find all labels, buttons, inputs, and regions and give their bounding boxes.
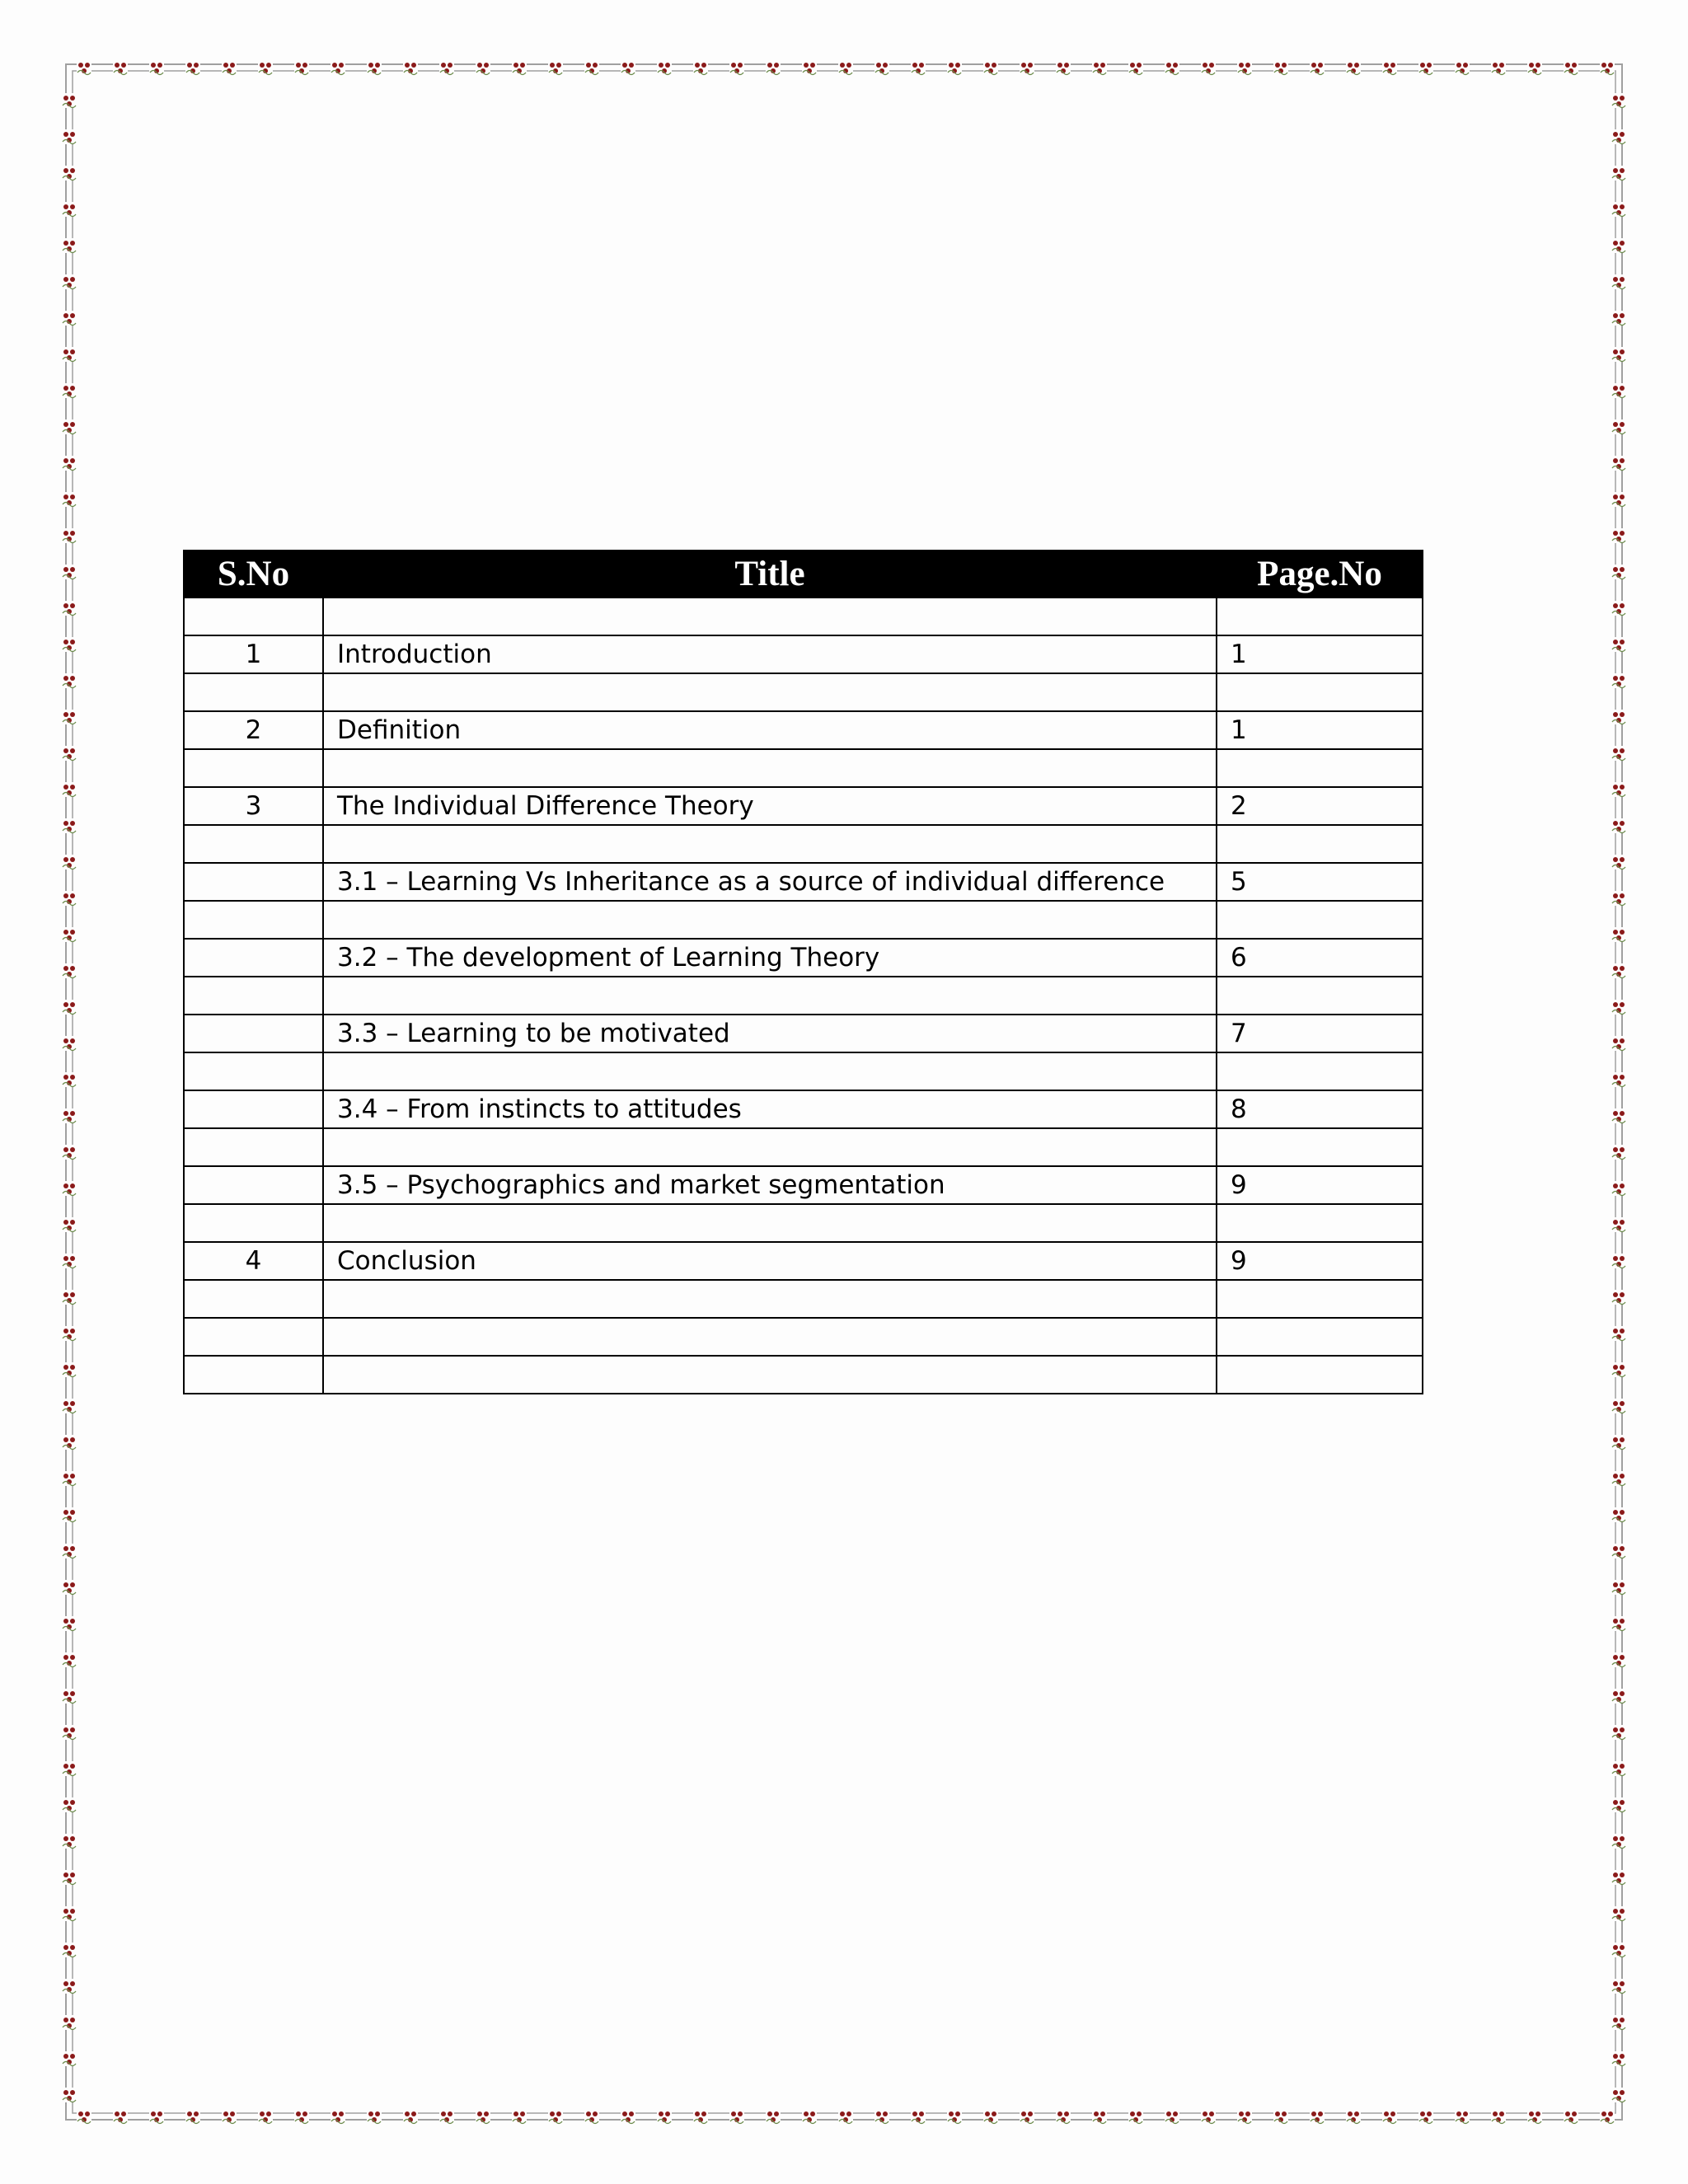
- floral-ornament-icon: [1201, 60, 1216, 75]
- floral-ornament-icon: [1611, 492, 1626, 507]
- floral-ornament-icon: [1346, 2109, 1361, 2124]
- page-no-cell: 1: [1217, 711, 1423, 749]
- sno-cell: [184, 1356, 323, 1394]
- page-no-cell: 1: [1217, 635, 1423, 673]
- table-row: [184, 711, 1423, 749]
- table-row: [184, 863, 1423, 901]
- floral-ornament-icon: [476, 2109, 490, 2124]
- floral-ornament-icon: [62, 528, 77, 543]
- floral-ornament-icon: [657, 2109, 672, 2124]
- floral-ornament-icon: [838, 2109, 853, 2124]
- floral-ornament-icon: [1611, 1761, 1626, 1776]
- table-row: [184, 901, 1423, 939]
- table-row: [184, 1090, 1423, 1128]
- floral-ornament-icon: [439, 2109, 454, 2124]
- header-title: Title: [323, 551, 1217, 598]
- title-cell: 3.2 – The development of Learning Theory: [323, 939, 1217, 977]
- floral-ornament-icon: [1611, 1544, 1626, 1558]
- floral-ornament-icon: [729, 60, 744, 75]
- floral-ornament-icon: [1382, 2109, 1397, 2124]
- floral-ornament-icon: [1527, 60, 1542, 75]
- floral-ornament-icon: [1611, 1326, 1626, 1341]
- page-no-cell: [1217, 1128, 1423, 1166]
- table-row: [184, 787, 1423, 825]
- floral-ornament-icon: [62, 855, 77, 869]
- floral-ornament-icon: [439, 60, 454, 75]
- table-row: [184, 1280, 1423, 1318]
- floral-ornament-icon: [1611, 1399, 1626, 1413]
- title-cell: The Individual Difference Theory: [323, 787, 1217, 825]
- floral-ornament-icon: [1611, 782, 1626, 797]
- title-cell: 3.1 – Learning Vs Inheritance as a source of individual difference: [323, 863, 1217, 901]
- header-page-no: Page.No: [1217, 551, 1423, 598]
- floral-ornament-icon: [62, 891, 77, 906]
- floral-ornament-icon: [1611, 1471, 1626, 1486]
- floral-ornament-icon: [62, 601, 77, 616]
- floral-ornament-icon: [1092, 2109, 1107, 2124]
- floral-ornament-icon: [911, 60, 926, 75]
- floral-ornament-icon: [62, 274, 77, 289]
- floral-ornament-icon: [1611, 419, 1626, 434]
- header-row: [184, 551, 1423, 598]
- sno-cell: [184, 977, 323, 1015]
- table-row: [184, 598, 1423, 635]
- floral-ornament-icon: [1611, 1072, 1626, 1087]
- floral-ornament-icon: [62, 129, 77, 144]
- title-cell: [323, 598, 1217, 635]
- floral-ornament-icon: [1611, 1870, 1626, 1885]
- floral-ornament-icon: [1611, 637, 1626, 652]
- floral-ornament-icon: [113, 60, 128, 75]
- floral-ornament-icon: [1564, 2109, 1578, 2124]
- floral-ornament-icon: [294, 60, 309, 75]
- header-sno: S.No: [184, 551, 323, 598]
- title-cell: [323, 1128, 1217, 1166]
- floral-ornament-icon: [1611, 1145, 1626, 1160]
- page-no-cell: [1217, 1356, 1423, 1394]
- page-no-cell: 6: [1217, 939, 1423, 977]
- floral-ornament-icon: [62, 1870, 77, 1885]
- floral-ornament-icon: [62, 2015, 77, 2030]
- floral-ornament-icon: [331, 2109, 345, 2124]
- floral-ornament-icon: [222, 2109, 237, 2124]
- floral-ornament-icon: [1611, 1435, 1626, 1450]
- floral-ornament-icon: [512, 60, 527, 75]
- table-row: [184, 635, 1423, 673]
- title-cell: [323, 673, 1217, 711]
- floral-ornament-icon: [185, 2109, 200, 2124]
- title-cell: 3.5 – Psychographics and market segmentation: [323, 1166, 1217, 1204]
- title-cell: [323, 1356, 1217, 1394]
- floral-ornament-icon: [1418, 2109, 1433, 2124]
- floral-ornament-icon: [1346, 60, 1361, 75]
- page-no-cell: 9: [1217, 1166, 1423, 1204]
- page-no-cell: [1217, 1280, 1423, 1318]
- floral-ornament-icon: [621, 2109, 635, 2124]
- floral-ornament-icon: [548, 2109, 563, 2124]
- sno-cell: [184, 1015, 323, 1052]
- floral-ornament-icon: [62, 1834, 77, 1849]
- floral-ornament-icon: [766, 60, 781, 75]
- floral-ornament-icon: [62, 1979, 77, 1994]
- title-cell: [323, 1318, 1217, 1356]
- floral-ornament-icon: [1600, 60, 1615, 75]
- page-no-cell: [1217, 1052, 1423, 1090]
- sno-cell: [184, 1128, 323, 1166]
- floral-ornament-icon: [983, 60, 998, 75]
- floral-ornament-icon: [1611, 1254, 1626, 1268]
- floral-ornament-icon: [1491, 60, 1506, 75]
- floral-ornament-icon: [331, 60, 345, 75]
- floral-ornament-icon: [1165, 60, 1179, 75]
- floral-ornament-icon: [62, 963, 77, 978]
- floral-ornament-icon: [294, 2109, 309, 2124]
- floral-ornament-icon: [367, 2109, 382, 2124]
- floral-ornament-icon: [1273, 2109, 1288, 2124]
- table-header: [184, 551, 1423, 598]
- table-of-contents: [183, 550, 1423, 1394]
- floral-ornament-icon: [62, 1471, 77, 1486]
- table-row: [184, 1166, 1423, 1204]
- floral-ornament-icon: [77, 60, 91, 75]
- page-no-cell: [1217, 901, 1423, 939]
- floral-ornament-icon: [149, 60, 164, 75]
- floral-ornament-icon: [62, 2051, 77, 2066]
- table-body: [184, 598, 1423, 1394]
- floral-ornament-icon: [1237, 60, 1252, 75]
- floral-ornament-icon: [1611, 1108, 1626, 1123]
- floral-ornament-icon: [1611, 1689, 1626, 1704]
- floral-ornament-icon: [62, 746, 77, 761]
- sno-cell: [184, 1280, 323, 1318]
- floral-ornament-icon: [1056, 60, 1071, 75]
- title-cell: 3.3 – Learning to be motivated: [323, 1015, 1217, 1052]
- floral-ornament-icon: [62, 1217, 77, 1232]
- floral-ornament-icon: [1611, 601, 1626, 616]
- floral-ornament-icon: [62, 1362, 77, 1377]
- floral-ornament-icon: [62, 1544, 77, 1558]
- floral-ornament-icon: [62, 673, 77, 688]
- floral-ornament-icon: [149, 2109, 164, 2124]
- sno-cell: [184, 598, 323, 635]
- floral-ornament-icon: [62, 927, 77, 942]
- floral-ornament-icon: [1056, 2109, 1071, 2124]
- floral-ornament-icon: [1020, 60, 1034, 75]
- floral-ornament-icon: [729, 2109, 744, 2124]
- floral-ornament-icon: [874, 2109, 889, 2124]
- floral-ornament-icon: [1611, 1036, 1626, 1051]
- floral-ornament-icon: [62, 1616, 77, 1631]
- page-no-cell: 2: [1217, 787, 1423, 825]
- floral-ornament-icon: [584, 2109, 599, 2124]
- table-row: [184, 1128, 1423, 1166]
- table-row: [184, 825, 1423, 863]
- floral-ornament-icon: [1491, 2109, 1506, 2124]
- floral-ornament-icon: [802, 2109, 817, 2124]
- sno-cell: 1: [184, 635, 323, 673]
- table-row: [184, 1356, 1423, 1394]
- floral-ornament-icon: [1165, 2109, 1179, 2124]
- floral-ornament-icon: [62, 2088, 77, 2102]
- floral-ornament-icon: [1611, 1181, 1626, 1196]
- floral-ornament-icon: [62, 419, 77, 434]
- sno-cell: [184, 673, 323, 711]
- floral-ornament-icon: [802, 60, 817, 75]
- floral-ornament-icon: [403, 2109, 418, 2124]
- sno-cell: [184, 939, 323, 977]
- floral-ornament-icon: [62, 1507, 77, 1522]
- floral-ornament-icon: [1611, 855, 1626, 869]
- floral-ornament-icon: [693, 60, 708, 75]
- sno-cell: [184, 1204, 323, 1242]
- page-no-cell: 8: [1217, 1090, 1423, 1128]
- floral-ornament-icon: [62, 1108, 77, 1123]
- page-no-cell: [1217, 749, 1423, 787]
- page-no-cell: [1217, 1318, 1423, 1356]
- floral-ornament-icon: [657, 60, 672, 75]
- floral-ornament-icon: [62, 1181, 77, 1196]
- table-row: [184, 1318, 1423, 1356]
- floral-ornament-icon: [1611, 1979, 1626, 1994]
- floral-ornament-icon: [62, 93, 77, 108]
- floral-ornament-icon: [1611, 166, 1626, 180]
- floral-ornament-icon: [1611, 1362, 1626, 1377]
- title-cell: 3.4 – From instincts to attitudes: [323, 1090, 1217, 1128]
- floral-ornament-icon: [1201, 2109, 1216, 2124]
- title-cell: [323, 1204, 1217, 1242]
- floral-ornament-icon: [1564, 60, 1578, 75]
- floral-ornament-icon: [1611, 891, 1626, 906]
- floral-ornament-icon: [62, 166, 77, 180]
- table-row: [184, 1052, 1423, 1090]
- floral-ornament-icon: [1611, 1834, 1626, 1849]
- floral-ornament-icon: [62, 1689, 77, 1704]
- floral-ornament-icon: [947, 2109, 962, 2124]
- floral-ornament-icon: [62, 347, 77, 362]
- floral-ornament-icon: [512, 2109, 527, 2124]
- floral-ornament-icon: [62, 1435, 77, 1450]
- floral-ornament-icon: [62, 782, 77, 797]
- floral-ornament-icon: [983, 2109, 998, 2124]
- floral-ornament-icon: [1273, 60, 1288, 75]
- page-no-cell: 5: [1217, 863, 1423, 901]
- floral-ornament-icon: [1611, 202, 1626, 217]
- floral-ornament-icon: [403, 60, 418, 75]
- sno-cell: [184, 1318, 323, 1356]
- floral-ornament-icon: [1382, 60, 1397, 75]
- title-cell: Conclusion: [323, 1242, 1217, 1280]
- floral-ornament-icon: [62, 383, 77, 398]
- floral-ornament-icon: [1611, 927, 1626, 942]
- floral-ornament-icon: [1611, 383, 1626, 398]
- floral-ornament-icon: [1611, 818, 1626, 833]
- sno-cell: 3: [184, 787, 323, 825]
- floral-ornament-icon: [62, 1036, 77, 1051]
- floral-ornament-icon: [258, 2109, 273, 2124]
- floral-ornament-icon: [1611, 347, 1626, 362]
- table-row: [184, 1242, 1423, 1280]
- floral-ornament-icon: [1611, 963, 1626, 978]
- floral-ornament-icon: [62, 565, 77, 579]
- table-row: [184, 1015, 1423, 1052]
- floral-ornament-icon: [1611, 528, 1626, 543]
- floral-ornament-icon: [548, 60, 563, 75]
- floral-ornament-icon: [62, 1943, 77, 1957]
- floral-ornament-icon: [258, 60, 273, 75]
- floral-ornament-icon: [1611, 274, 1626, 289]
- sno-cell: [184, 825, 323, 863]
- table-row: [184, 749, 1423, 787]
- floral-ornament-icon: [1611, 129, 1626, 144]
- table-row: [184, 977, 1423, 1015]
- floral-ornament-icon: [62, 311, 77, 326]
- floral-ornament-icon: [62, 1580, 77, 1595]
- title-cell: [323, 1052, 1217, 1090]
- floral-ornament-icon: [1611, 565, 1626, 579]
- floral-ornament-icon: [1611, 238, 1626, 253]
- floral-ornament-icon: [62, 1290, 77, 1305]
- page-no-cell: [1217, 1204, 1423, 1242]
- floral-ornament-icon: [1237, 2109, 1252, 2124]
- floral-ornament-icon: [1310, 60, 1325, 75]
- floral-ornament-icon: [62, 1797, 77, 1812]
- sno-cell: [184, 749, 323, 787]
- floral-ornament-icon: [1611, 93, 1626, 108]
- floral-ornament-icon: [367, 60, 382, 75]
- floral-ornament-icon: [1611, 1290, 1626, 1305]
- floral-ornament-icon: [62, 1761, 77, 1776]
- floral-ornament-icon: [1611, 2051, 1626, 2066]
- floral-ornament-icon: [1611, 1217, 1626, 1232]
- floral-ornament-icon: [1600, 2109, 1615, 2124]
- floral-ornament-icon: [62, 1399, 77, 1413]
- floral-ornament-icon: [693, 2109, 708, 2124]
- floral-ornament-icon: [1611, 1906, 1626, 1921]
- floral-ornament-icon: [1310, 2109, 1325, 2124]
- page-no-cell: [1217, 825, 1423, 863]
- title-cell: [323, 977, 1217, 1015]
- floral-ornament-icon: [1611, 1652, 1626, 1667]
- sno-cell: 4: [184, 1242, 323, 1280]
- floral-ornament-icon: [1611, 311, 1626, 326]
- title-cell: [323, 901, 1217, 939]
- floral-ornament-icon: [1020, 2109, 1034, 2124]
- sno-cell: [184, 1090, 323, 1128]
- floral-ornament-icon: [766, 2109, 781, 2124]
- floral-ornament-icon: [1128, 60, 1143, 75]
- floral-ornament-icon: [621, 60, 635, 75]
- floral-ornament-icon: [62, 492, 77, 507]
- floral-ornament-icon: [584, 60, 599, 75]
- floral-ornament-icon: [62, 1725, 77, 1740]
- floral-ornament-icon: [62, 637, 77, 652]
- floral-ornament-icon: [113, 2109, 128, 2124]
- page-no-cell: 7: [1217, 1015, 1423, 1052]
- title-cell: [323, 1280, 1217, 1318]
- floral-ornament-icon: [62, 1072, 77, 1087]
- floral-ornament-icon: [1611, 456, 1626, 471]
- floral-ornament-icon: [62, 818, 77, 833]
- table-row: [184, 939, 1423, 977]
- floral-ornament-icon: [1611, 1725, 1626, 1740]
- sno-cell: [184, 1052, 323, 1090]
- title-cell: Introduction: [323, 635, 1217, 673]
- floral-ornament-icon: [222, 60, 237, 75]
- floral-ornament-icon: [1611, 710, 1626, 724]
- table-row: [184, 1204, 1423, 1242]
- floral-ornament-icon: [874, 60, 889, 75]
- page-no-cell: [1217, 977, 1423, 1015]
- floral-ornament-icon: [62, 1145, 77, 1160]
- floral-ornament-icon: [62, 1652, 77, 1667]
- floral-ornament-icon: [62, 202, 77, 217]
- page-no-cell: [1217, 598, 1423, 635]
- floral-ornament-icon: [1128, 2109, 1143, 2124]
- floral-ornament-icon: [1611, 2088, 1626, 2102]
- floral-ornament-icon: [1611, 1580, 1626, 1595]
- title-cell: [323, 749, 1217, 787]
- page-no-cell: [1217, 673, 1423, 711]
- sno-cell: 2: [184, 711, 323, 749]
- floral-ornament-icon: [1092, 60, 1107, 75]
- sno-cell: [184, 863, 323, 901]
- floral-ornament-icon: [1611, 746, 1626, 761]
- floral-ornament-icon: [62, 710, 77, 724]
- floral-ornament-icon: [62, 1326, 77, 1341]
- floral-ornament-icon: [62, 1254, 77, 1268]
- floral-ornament-icon: [185, 60, 200, 75]
- floral-ornament-icon: [838, 60, 853, 75]
- sno-cell: [184, 901, 323, 939]
- sno-cell: [184, 1166, 323, 1204]
- floral-ornament-icon: [1611, 673, 1626, 688]
- title-cell: Definition: [323, 711, 1217, 749]
- floral-ornament-icon: [1611, 1943, 1626, 1957]
- floral-ornament-icon: [62, 1906, 77, 1921]
- floral-ornament-icon: [1611, 2015, 1626, 2030]
- floral-ornament-icon: [77, 2109, 91, 2124]
- floral-ornament-icon: [1611, 1616, 1626, 1631]
- floral-ornament-icon: [1455, 2109, 1470, 2124]
- title-cell: [323, 825, 1217, 863]
- floral-ornament-icon: [62, 238, 77, 253]
- floral-ornament-icon: [911, 2109, 926, 2124]
- floral-ornament-icon: [1455, 60, 1470, 75]
- floral-ornament-icon: [1611, 1797, 1626, 1812]
- floral-ornament-icon: [1418, 60, 1433, 75]
- floral-ornament-icon: [947, 60, 962, 75]
- floral-ornament-icon: [476, 60, 490, 75]
- floral-ornament-icon: [62, 456, 77, 471]
- page-no-cell: 9: [1217, 1242, 1423, 1280]
- floral-ornament-icon: [1611, 1507, 1626, 1522]
- floral-ornament-icon: [62, 1000, 77, 1015]
- floral-ornament-icon: [1527, 2109, 1542, 2124]
- table-row: [184, 673, 1423, 711]
- floral-ornament-icon: [1611, 1000, 1626, 1015]
